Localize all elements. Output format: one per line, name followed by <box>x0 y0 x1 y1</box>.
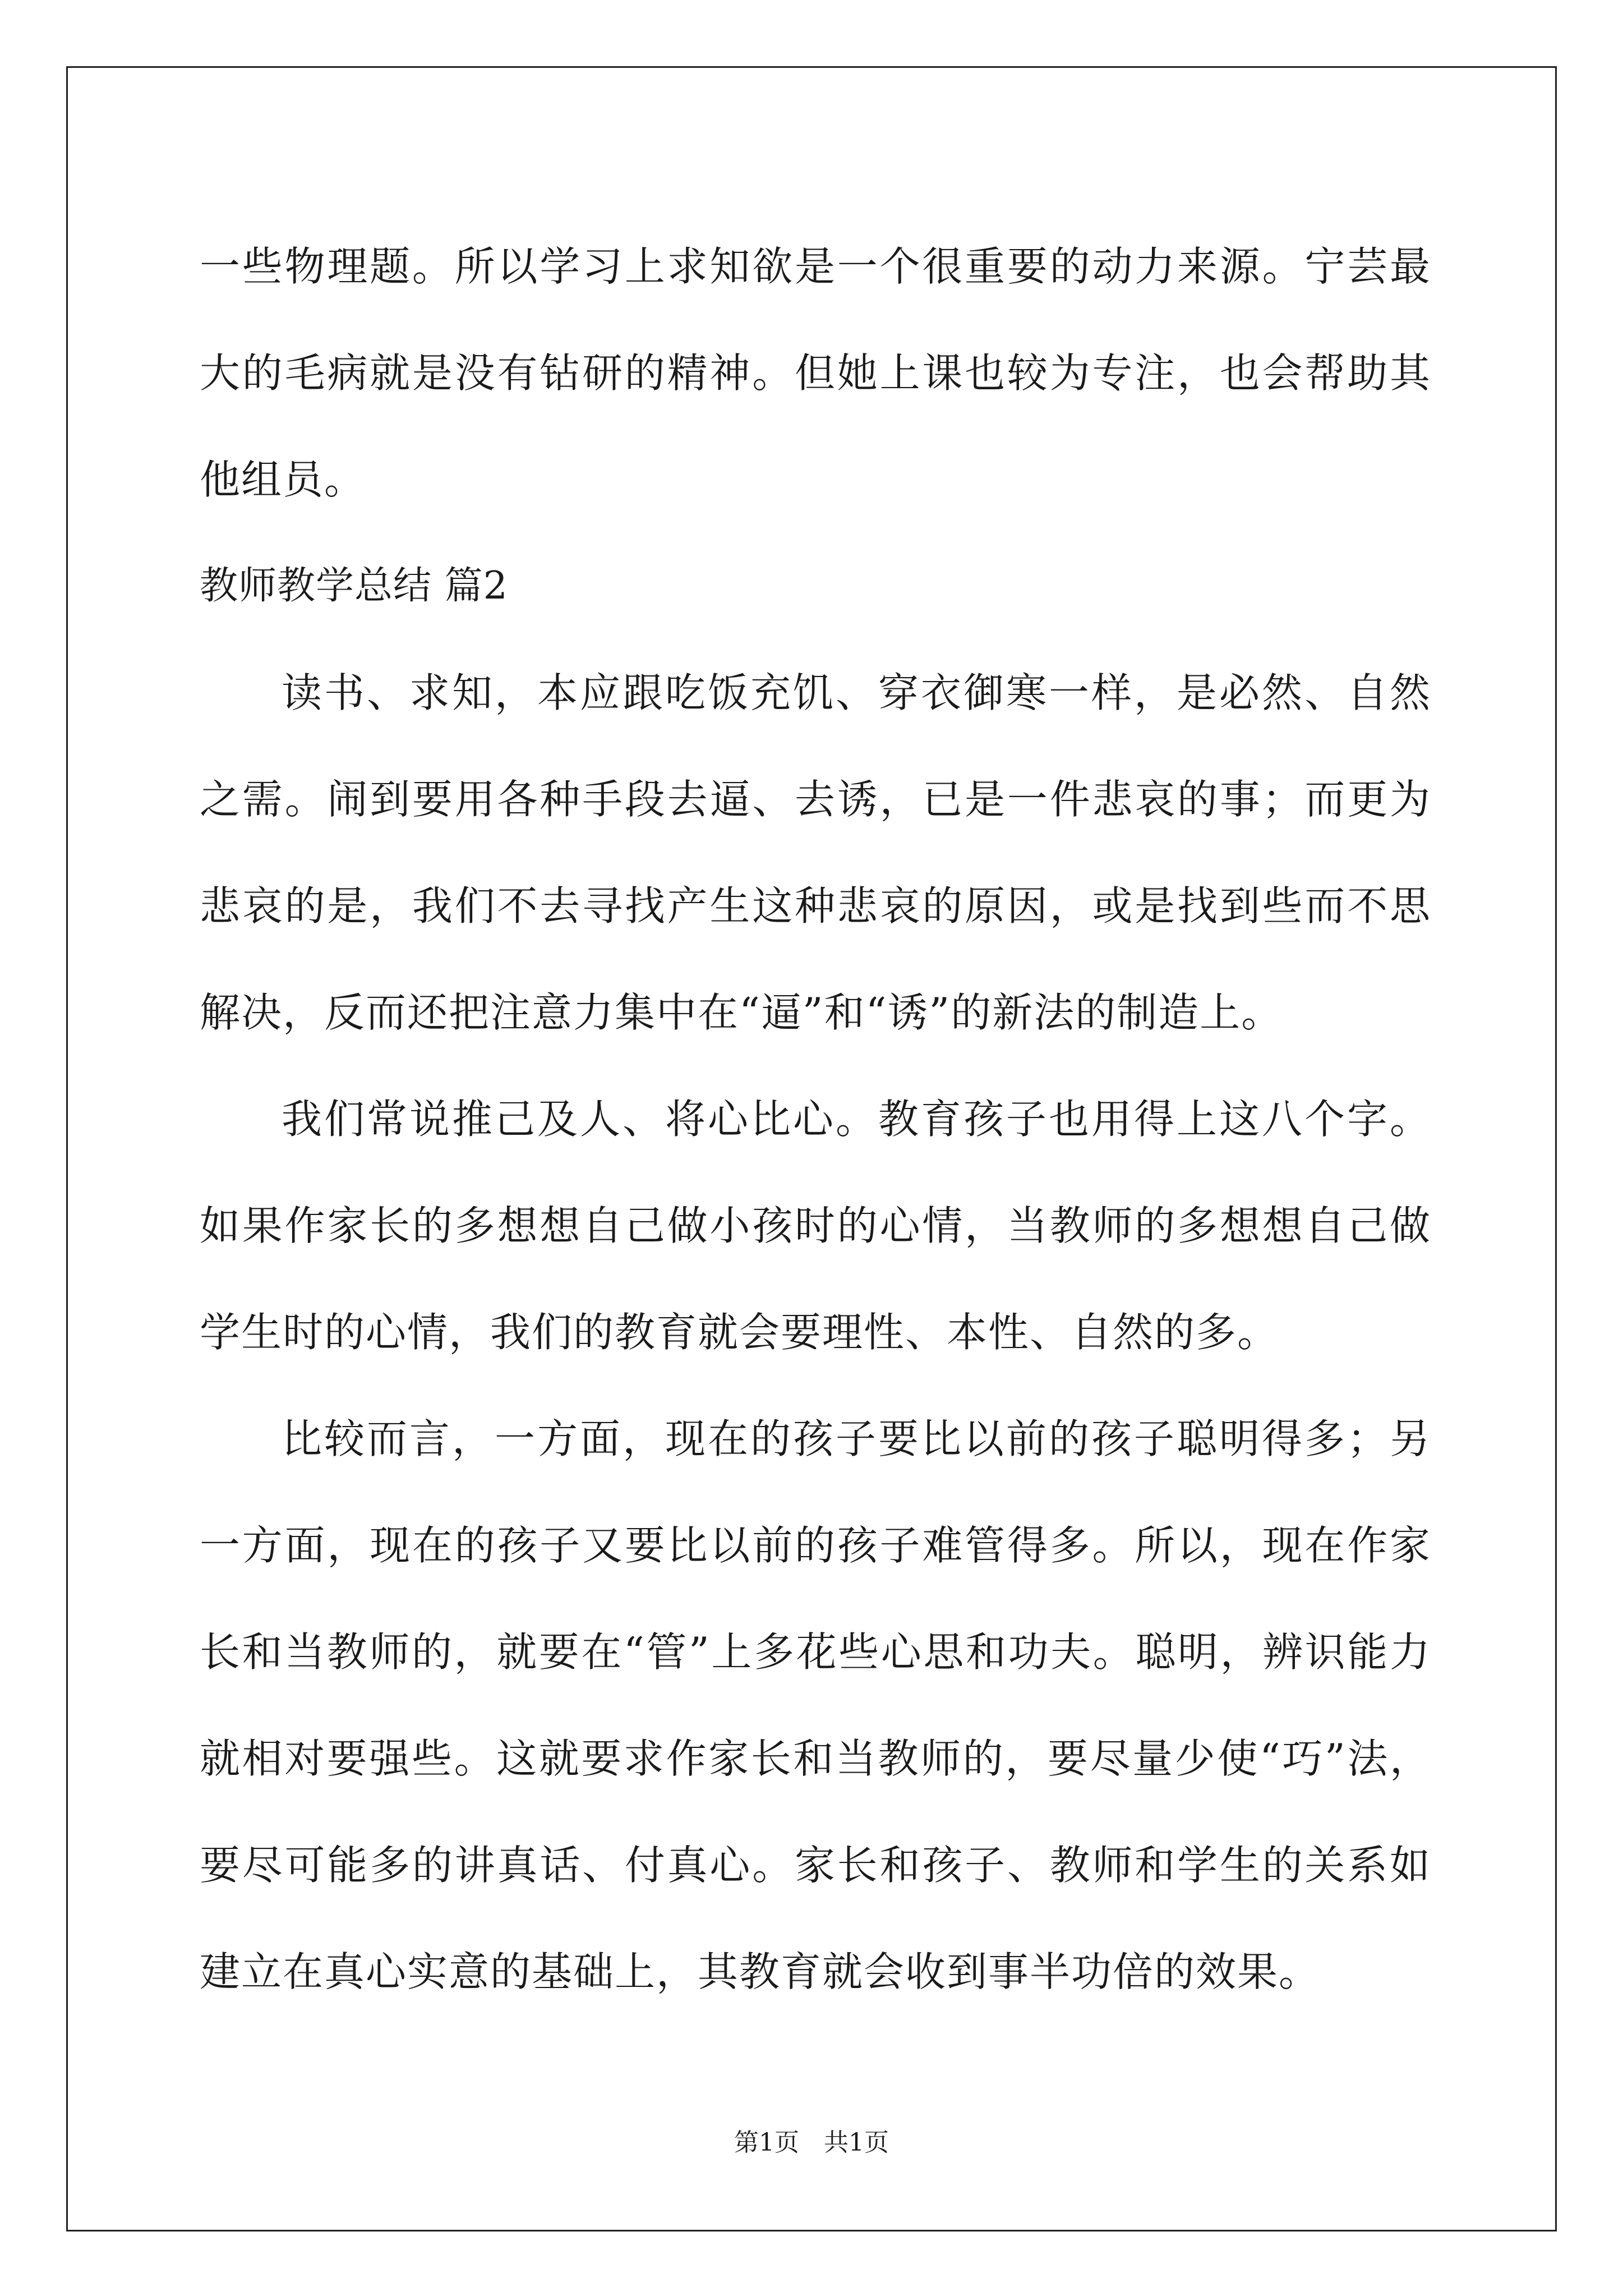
paragraph-reading: 读书、求知，本应跟吃饭充饥、穿衣御寒一样，是必然、自然之需。闹到要用各种手段去逼、去诱，已是一件悲哀的事；而更为悲哀的是，我们不去寻找产生这种悲哀的原因，或是找到些而不思解决，反而还把注意力集中在“逼”和“诱”的新法的制造上。 <box>200 669 1431 1036</box>
paragraph-continuation: 一些物理题。所以学习上求知欲是一个很重要的动力来源。宁芸最大的毛病就是没有钻研的精神。但她上课也较为专注，也会帮助其他组员。 <box>200 243 1431 503</box>
paragraph-comparison: 比较而言，一方面，现在的孩子要比以前的孩子聪明得多；另一方面，现在的孩子又要比以前的孩子难管得多。所以，现在作家长和当教师的，就要在“管”上多花些心思和功夫。聪明，辨识能力就相对要强些。这就要求作家长和当教师的，要尽量少使“巧”法，要尽可能多的讲真话、付真心。家长和孩子、教师和学生的关系如建立在真心实意的基础上，其教育就会收到事半功倍的效果。 <box>200 1415 1431 1995</box>
section-heading: 教师教学总结 篇2 <box>200 564 508 608</box>
page-footer: 第1页 共1页 <box>734 2128 889 2157</box>
document-body <box>200 213 1431 2025</box>
paragraph-empathy: 我们常说推己及人、将心比心。教育孩子也用得上这八个字。如果作家长的多想想自己做小孩时的心情，当教师的多想想自己做学生时的心情，我们的教育就会要理性、本性、自然的多。 <box>200 1096 1431 1356</box>
